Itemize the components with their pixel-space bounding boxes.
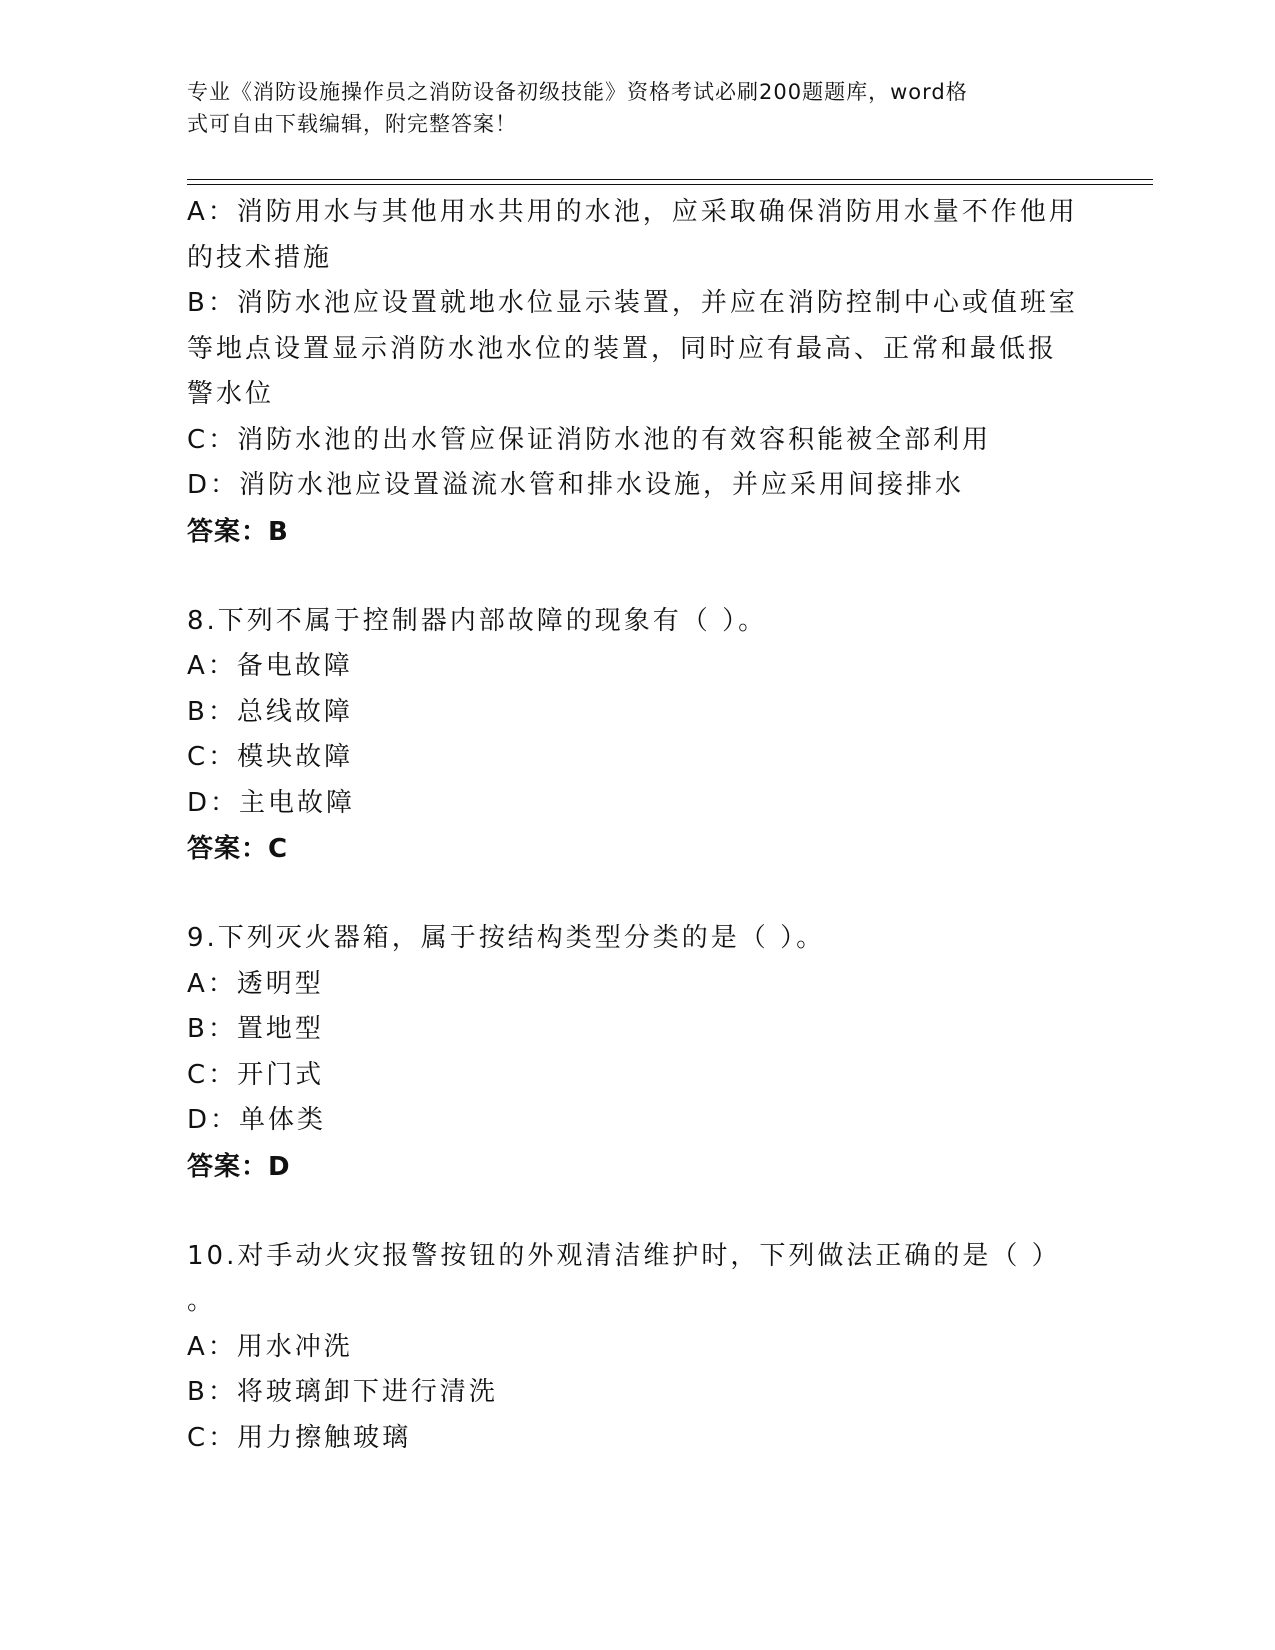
answer-label: 答案：B (187, 516, 289, 547)
question-text-continued: 。 (187, 1286, 217, 1316)
header-title-line-1: 专业《消防设施操作员之消防设备初级技能》资格考试必刷200题题库，word格 (187, 80, 968, 104)
option-b-continued: 等地点设置显示消防水池水位的装置，同时应有最高、正常和最低报 (187, 333, 1058, 364)
answer-label: 答案：D (187, 1151, 291, 1182)
header-title-line-2: 式可自由下载编辑，附完整答案！ (187, 112, 517, 136)
option-b: B：将玻璃卸下进行清洗 (187, 1377, 498, 1407)
spacer (187, 555, 1087, 599)
spacer (187, 872, 1087, 916)
spacer (187, 1190, 1087, 1234)
option-a: A：消防用水与其他用水共用的水池，应采取确保消防用水量不作他用 (187, 197, 1078, 227)
question-text: 10.对手动火灾报警按钮的外观清洁维护时，下列做法正确的是（ ） (187, 1240, 1061, 1271)
option-d: D：消防水池应设置溢流水管和排水设施，并应采用间接排水 (187, 470, 965, 500)
document-header (187, 76, 1067, 140)
header-divider-top (187, 179, 1153, 180)
question-text: 9.下列灭火器箱，属于按结构类型分类的是（ ）。 (187, 923, 826, 953)
option-a: A：透明型 (187, 968, 324, 999)
option-b: B：置地型 (187, 1014, 324, 1044)
option-c: C：模块故障 (187, 742, 354, 772)
option-a-continued: 的技术措施 (187, 242, 333, 273)
question-9 (187, 916, 1087, 1190)
option-c: C：用力擦触玻璃 (187, 1422, 412, 1453)
option-a: A：备电故障 (187, 651, 353, 681)
question-10 (187, 1234, 1087, 1462)
option-c: C：消防水池的出水管应保证消防水池的有效容积能被全部利用 (187, 424, 992, 455)
header-divider-bottom (187, 184, 1153, 185)
option-b: B：消防水池应设置就地水位显示装置，并应在消防控制中心或值班室 (187, 288, 1078, 318)
question-7 (187, 190, 1087, 555)
option-b-continued: 警水位 (187, 379, 275, 409)
option-a: A：用水冲洗 (187, 1331, 353, 1362)
question-text: 8.下列不属于控制器内部故障的现象有（ ）。 (187, 605, 768, 636)
option-d: D：主电故障 (187, 787, 356, 818)
question-8 (187, 599, 1087, 873)
option-c: C：开门式 (187, 1059, 325, 1090)
option-b: B：总线故障 (187, 696, 353, 727)
question-list (187, 190, 1087, 1461)
answer-label: 答案：C (187, 834, 289, 864)
option-d: D：单体类 (187, 1105, 327, 1135)
